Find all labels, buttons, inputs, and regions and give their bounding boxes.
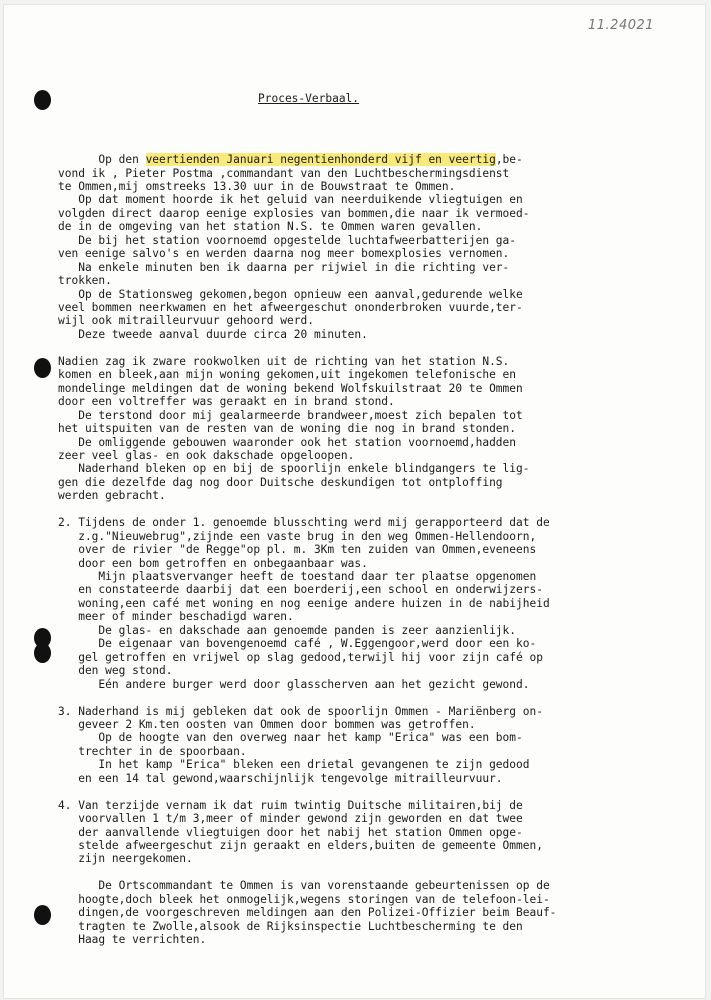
line-start: Op den [58,153,146,166]
text-line: tragten te Zwolle,alsook de Rijksinspectie Luchtbescherming te den [58,919,523,933]
text-line: voorvallen 1 t/m 3,meer of minder gewond zijn geworden en dat twee [58,812,523,826]
text-line: De Ortscommandant te Ommen is van vorenstaande gebeurtenissen op de [58,879,550,893]
text-line: ven eenige salvo's en werden daarna nog meer bomexplosies vernomen. [58,247,510,261]
text-line: der aanvallende vliegtuigen door het nabij het station Ommen opge- [58,825,523,839]
text-line: dingen,de voorgeschreven meldingen aan den Polizei-Offizier beim Beauf- [58,906,557,920]
text-line: te Ommen,mij omstreeks 13.30 uur in de Bouwstraat te Ommen. [58,179,456,193]
text-line: zeer veel glas- en ook dakschade opgeloopen. [58,448,355,462]
text-line: en een 14 tal gewond,waarschijnlijk tengevolge mitrailleurvuur. [58,771,503,785]
text-line: komen en bleek,aan mijn woning gekomen,uit ingekomen telefonische en [58,368,517,382]
text-line: Op de hoogte van den overweg naar het kamp "Erica" was een bom- [58,731,523,745]
text-line: hoogte,doch bleek het onmogelijk,wegens storingen van de telefoon-lei- [58,892,550,906]
text-line: volgden direct daarop eenige explosies van bommen,die naar ik vermoed- [58,206,530,220]
highlighted-date: veertienden Januari negentienhonderd vijf en veertig [145,153,496,166]
text-line: en constateerde daarbij dat een boerderij,een school en onderwijzers- [58,583,543,597]
line-end: ,be- [495,153,523,166]
text-line: Naderhand bleken op en bij de spoorlijn enkele blindgangers te lig- [58,462,530,476]
text-line: Eén andere burger werd door glasscherven aan het gezicht gewond. [58,677,530,691]
text-line: door een bom getroffen en onbegaanbaar was. [58,556,368,570]
text-line: woning,een café met woning en nog eenige andere huizen in de nabijheid [58,596,550,610]
text-line: De omliggende gebouwen waaronder ook het station voornoemd,hadden [58,435,517,449]
reference-number: 11.24021 [588,18,655,33]
text-line: wijl ook mitrailleurvuur gehoord werd. [58,314,314,328]
text-line: zijn neergekomen. [58,852,193,866]
text-line: door een voltreffer was geraakt en in brand stond. [58,395,395,409]
text-line: 3. Naderhand is mij gebleken dat ook de spoorlijn Ommen - Mariënberg on- [58,704,543,718]
punch-hole [34,905,51,925]
text-line: de in de omgeving van het station N.S. te Ommen waren gevallen. [58,220,483,234]
text-line: Haag te verrichten. [58,933,207,947]
text-line: Nadien zag ik zware rookwolken uit de richting van het station N.S. [58,354,510,368]
text-line: veel bommen neerkwamen en het afweergeschut ononderbroken vuurde,ter- [58,301,523,314]
text-line: trechter in de spoorbaan. [58,744,247,758]
punch-hole [34,643,51,663]
text-line: De glas- en dakschade aan genoemde panden is zeer aanzienlijk. [58,623,517,637]
text-line: De bij het station voornoemd opgestelde luchtafweerbatterijen ga- [58,233,517,247]
text-line: het uitspuiten van de resten van de woning die nog in brand stonden. [58,422,517,436]
text-line: In het kamp "Erica" bleken een drietal gevangenen te zijn gedood [58,758,530,772]
text-line: Op dat moment hoorde ik het geluid van neerduikende vliegtuigen en [58,193,523,207]
punch-hole [34,90,51,110]
text-line: werden gebracht. [58,489,166,503]
text-line: stelde afweergeschut zijn geraakt en elders,buiten de gemeente Ommen, [58,839,543,852]
document-title: Proces-Verbaal. [258,92,360,105]
text-line: den weg stond. [58,664,173,678]
text-line [58,153,523,166]
text-line: over de rivier "de Regge"op pl. m. 3Km ten zuiden van Ommen,eveneens [58,543,537,557]
text-line: gel getroffen en vrijwel op slag gedood,terwijl hij voor zijn café op [58,650,543,664]
text-line: Op de Stationsweg gekomen,begon opnieuw een aanval,gedurende welke [58,287,523,301]
text-line: 4. Van terzijde vernam ik dat ruim twintig Duitsche militairen,bij de [58,798,523,812]
text-line: vond ik , Pieter Postma ,commandant van den Luchtbeschermingsdienst [58,166,510,180]
text-line: Mijn plaatsvervanger heeft de toestand daar ter plaatse opgenomen [58,570,537,583]
text-line: De eigenaar van bovengenoemd café , W.Eggengoor,werd door een ko- [58,637,537,651]
text-line: trokken. [58,274,112,288]
text-line: Deze tweede aanval duurde circa 20 minuten. [58,327,368,341]
text-line: geveer 2 Km.ten oosten van Ommen door bommen was getroffen. [58,717,476,731]
text-line: De terstond door mij gealarmeerde brandweer,moest zich bepalen tot [58,408,523,422]
text-line: mondelinge meldingen dat de woning bekend Wolfskuilstraat 20 te Ommen [58,381,523,395]
text-line: gen die dezelfde dag nog door Duitsche deskundigen tot ontploffing [58,475,503,489]
text-line: z.g."Nieuwebrug",zijnde een vaste brug in den weg Ommen-Hellendoorn, [58,529,537,543]
text-line: 2. Tijdens de onder 1. genoemde blusschting werd mij gerapporteerd dat de [58,516,550,530]
punch-hole [34,358,51,378]
text-line: Na enkele minuten ben ik daarna per rijwiel in die richting ver- [58,260,510,274]
text-line: meer of minder beschadigd waren. [58,610,294,624]
